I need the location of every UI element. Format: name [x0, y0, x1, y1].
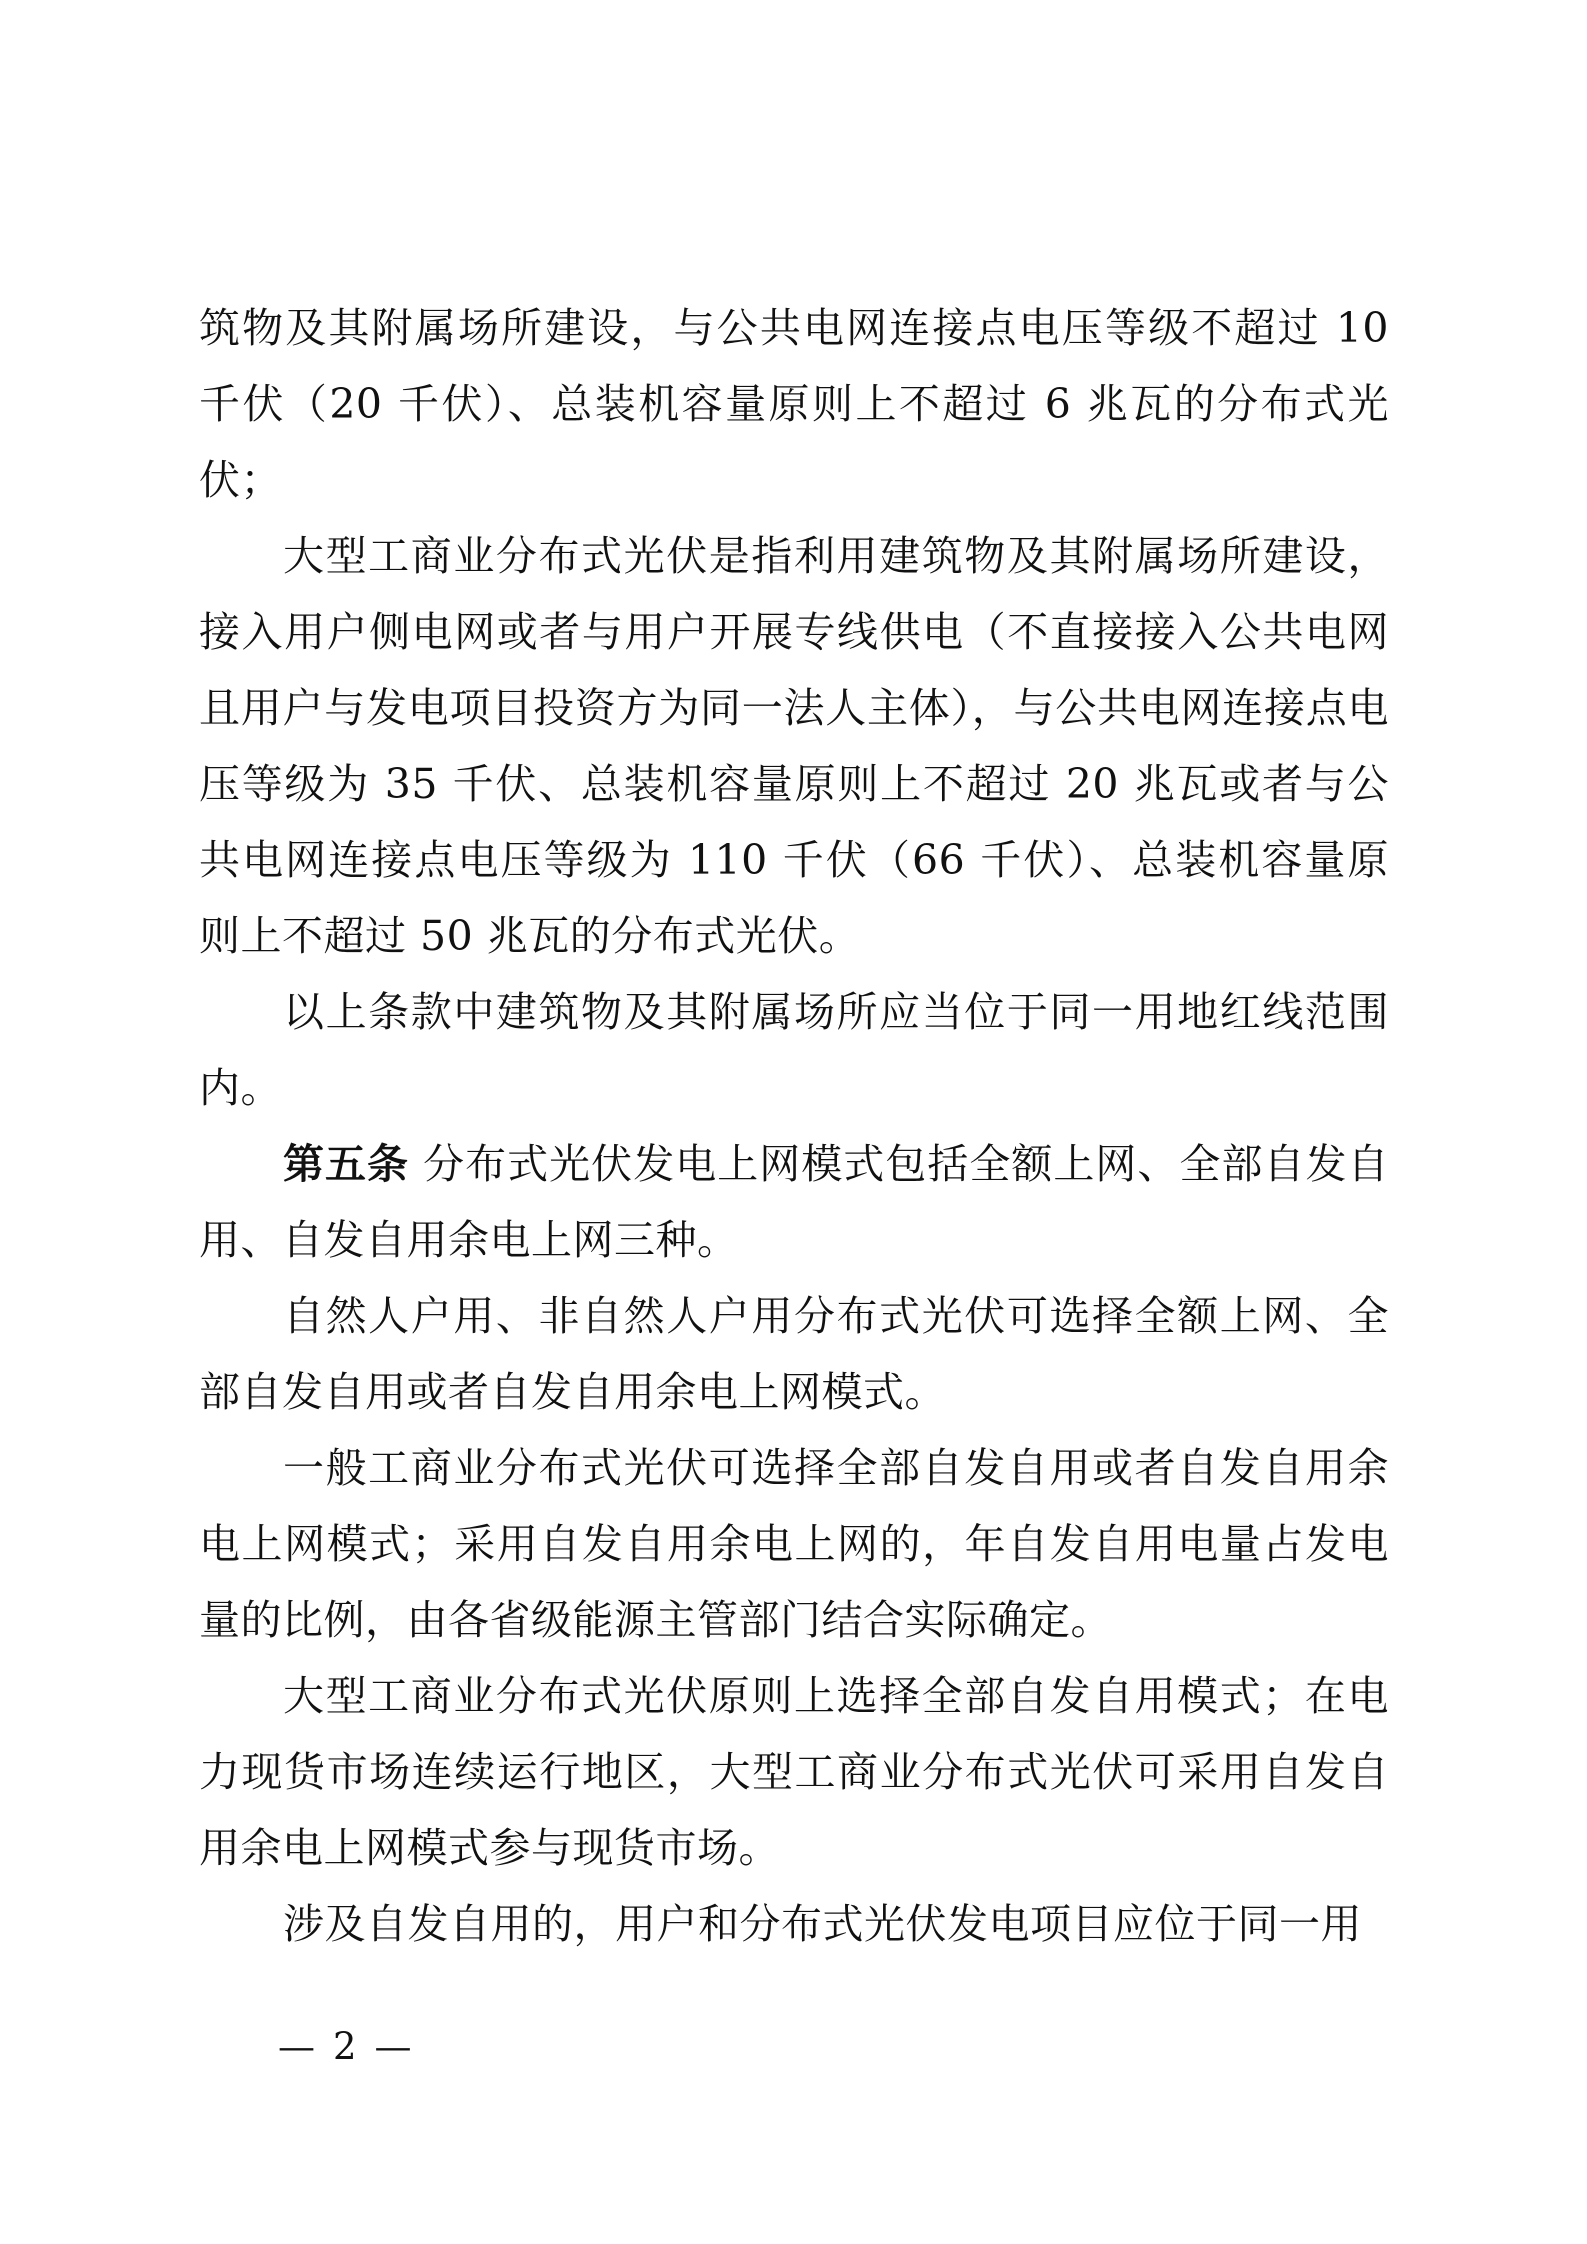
paragraph-text: 筑物及其附属场所建设，与公共电网连接点电压等级不超过 10 千伏（20 千伏）、总装机容量原则上不超过 6 兆瓦的分布式光伏；	[199, 304, 1389, 504]
paragraph-1	[199, 290, 1389, 518]
paragraph-text: 一般工商业分布式光伏可选择全部自发自用或者自发自用余电上网模式；采用自发自用余电上网的，年自发自用电量占发电量的比例，由各省级能源主管部门结合实际确定。	[199, 1444, 1389, 1644]
footer-dash-left: —	[278, 2025, 315, 2068]
paragraph-text: 分布式光伏发电上网模式包括全额上网、全部自发自用、自发自用余电上网三种。	[199, 1140, 1390, 1264]
paragraph-text: 以上条款中建筑物及其附属场所应当位于同一用地红线范围内。	[199, 988, 1389, 1112]
paragraph-2	[199, 518, 1389, 974]
paragraph-text: 自然人户用、非自然人户用分布式光伏可选择全额上网、全部自发自用或者自发自用余电上网模式。	[199, 1292, 1389, 1416]
page-footer	[278, 2017, 412, 2077]
page-number: 2	[333, 2025, 357, 2068]
footer-dash-right: —	[374, 2025, 412, 2068]
article-heading: 第五条	[283, 1140, 410, 1188]
document-body	[199, 290, 1389, 1962]
paragraph-8	[199, 1886, 1389, 1962]
paragraph-4	[199, 1126, 1389, 1278]
paragraph-text: 大型工商业分布式光伏原则上选择全部自发自用模式；在电力现货市场连续运行地区，大型工商业分布式光伏可采用自发自用余电上网模式参与现货市场。	[199, 1672, 1389, 1872]
paragraph-3	[199, 974, 1389, 1126]
paragraph-text: 涉及自发自用的，用户和分布式光伏发电项目应位于同一用	[283, 1900, 1362, 1948]
paragraph-7	[199, 1658, 1389, 1886]
paragraph-text: 大型工商业分布式光伏是指利用建筑物及其附属场所建设，接入用户侧电网或者与用户开展专线供电（不直接接入公共电网且用户与发电项目投资方为同一法人主体），与公共电网连接点电压等级为 35 千伏、总装机容量原则上不超过 20 兆瓦或者与公共电网连接点电压等级为 110 千伏（66 千伏）、总装机容量原则上不超过 50 兆瓦的分布式光伏。	[199, 532, 1389, 960]
paragraph-5	[199, 1278, 1389, 1430]
paragraph-6	[199, 1430, 1389, 1658]
